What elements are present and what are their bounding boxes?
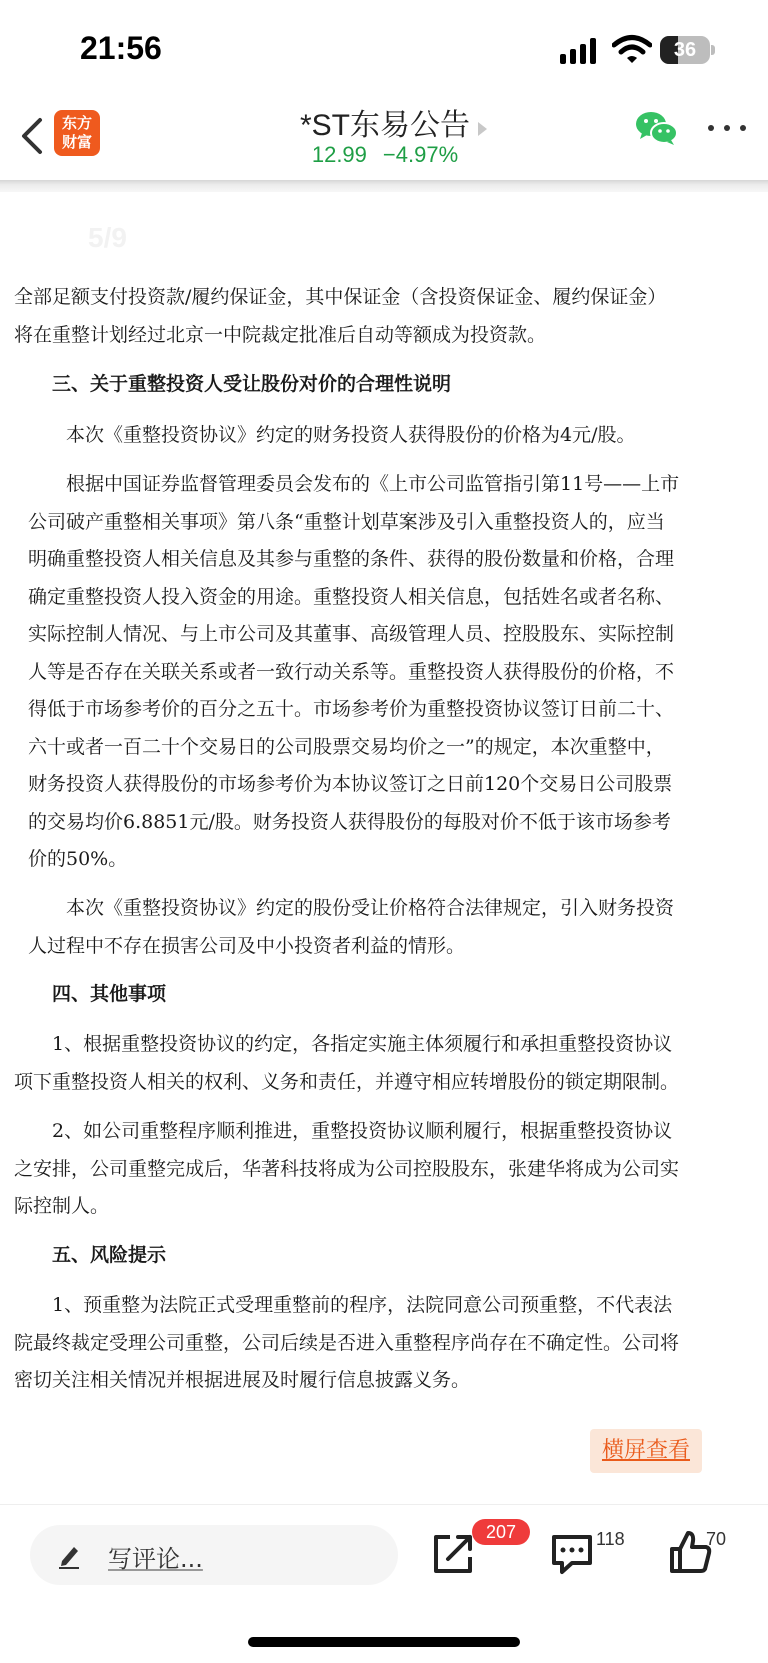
cellular-signal-icon bbox=[560, 36, 596, 64]
document-line: 将在重整计划经过北京一中院裁定批准后自动等额成为投资款。 bbox=[14, 324, 547, 346]
comment-input[interactable] bbox=[30, 1525, 398, 1585]
header-divider bbox=[0, 180, 768, 192]
back-icon[interactable] bbox=[14, 114, 48, 158]
document-line: 之安排，公司重整完成后，华著科技将成为公司控股股东，张建华将成为公司实 bbox=[14, 1158, 680, 1180]
document-line: 的交易均价6.8851元/股。财务投资人获得股份的每股对价不低于该市场参考 bbox=[28, 811, 671, 833]
comment-count: 118 bbox=[596, 1529, 625, 1549]
document-line: 1、预重整为法院正式受理重整前的程序，法院同意公司预重整，不代表法 bbox=[52, 1294, 673, 1316]
wifi-icon bbox=[612, 34, 652, 64]
share-count-badge: 207 bbox=[472, 1519, 530, 1545]
bottom-action-bar bbox=[0, 1504, 768, 1663]
document-line: 际控制人。 bbox=[14, 1195, 110, 1217]
document-line: 人等是否存在关联关系或者一致行动关系等。重整投资人获得股份的价格，不 bbox=[28, 661, 675, 683]
stock-price: 12.99 bbox=[311, 142, 367, 167]
document-line: 实际控制人情况、与上市公司及其董事、高级管理人员、控股股东、实际控制 bbox=[28, 623, 675, 645]
header bbox=[0, 100, 768, 180]
document-line: 密切关注相关情况并根据进展及时履行信息披露义务。 bbox=[14, 1369, 471, 1391]
page-title[interactable]: *ST东易公告 bbox=[299, 109, 470, 142]
stock-change: −4.97% bbox=[382, 142, 459, 167]
document-line: 2、如公司重整程序顺利推进，重整投资协议顺利履行，根据重整投资协议 bbox=[52, 1120, 673, 1142]
battery-level: 36 bbox=[673, 39, 697, 61]
document-line: 公司破产重整相关事项》第八条“重整计划草案涉及引入重整投资人的，应当 bbox=[28, 511, 665, 533]
page-counter: 5/9 bbox=[88, 222, 127, 253]
document-line: 院最终裁定受理公司重整，公司后续是否进入重整程序尚存在不确定性。公司将 bbox=[14, 1332, 680, 1354]
comment-placeholder: 写评论... bbox=[108, 1545, 203, 1573]
document-line: 明确重整投资人相关信息及其参与重整的条件、获得的股份数量和价格，合理 bbox=[28, 548, 675, 570]
document-line: 全部足额支付投资款/履约保证金，其中保证金（含投资保证金、履约保证金） bbox=[14, 286, 667, 308]
title-arrow-icon bbox=[478, 122, 487, 136]
document-line: 得低于市场参考价的百分之五十。市场参考价为重整投资协议签订日前二十、 bbox=[28, 698, 675, 720]
battery-icon bbox=[660, 36, 716, 64]
announcement-document[interactable] bbox=[0, 192, 768, 1504]
comment-icon[interactable] bbox=[550, 1533, 594, 1575]
logo-line-1: 东方 bbox=[61, 114, 92, 132]
landscape-view-button[interactable]: 横屏查看 bbox=[590, 1429, 702, 1473]
status-time: 21:56 bbox=[80, 30, 162, 66]
document-line: 本次《重整投资协议》约定的财务投资人获得股份的价格为4元/股。 bbox=[66, 424, 636, 446]
document-line: 确定重整投资人投入资金的用途。重整投资人相关信息，包括姓名或者名称、 bbox=[28, 586, 675, 608]
document-line: 六十或者一百二十个交易日的公司股票交易均价之一”的规定，本次重整中， bbox=[28, 736, 665, 758]
document-line: 根据中国证券监督管理委员会发布的《上市公司监管指引第11号——上市 bbox=[66, 473, 680, 495]
logo-line-2: 财富 bbox=[61, 133, 92, 151]
document-line: 本次《重整投资协议》约定的股份受让价格符合法律规定，引入财务投资 bbox=[66, 897, 675, 919]
wechat-icon[interactable] bbox=[634, 108, 680, 148]
more-icon[interactable] bbox=[708, 118, 746, 138]
section-heading: 四、其他事项 bbox=[52, 983, 167, 1005]
document-line: 财务投资人获得股份的市场参考价为本协议签订之日前120个交易日公司股票 bbox=[28, 773, 673, 795]
document-line: 价的50%。 bbox=[28, 848, 128, 870]
status-bar bbox=[0, 0, 768, 100]
stock-quote bbox=[200, 142, 570, 168]
pen-icon bbox=[56, 1541, 82, 1569]
home-indicator bbox=[248, 1637, 520, 1647]
share-icon[interactable] bbox=[430, 1531, 476, 1577]
document-line: 人过程中不存在损害公司及中小投资者利益的情形。 bbox=[28, 935, 466, 957]
app-logo[interactable] bbox=[54, 110, 100, 156]
section-heading: 三、关于重整投资人受让股份对价的合理性说明 bbox=[52, 373, 452, 395]
section-heading: 五、风险提示 bbox=[52, 1244, 167, 1266]
document-line: 1、根据重整投资协议的约定，各指定实施主体须履行和承担重整投资协议 bbox=[52, 1033, 673, 1055]
like-count: 70 bbox=[706, 1529, 727, 1549]
document-line: 项下重整投资人相关的权利、义务和责任，并遵守相应转增股份的锁定期限制。 bbox=[14, 1071, 680, 1093]
